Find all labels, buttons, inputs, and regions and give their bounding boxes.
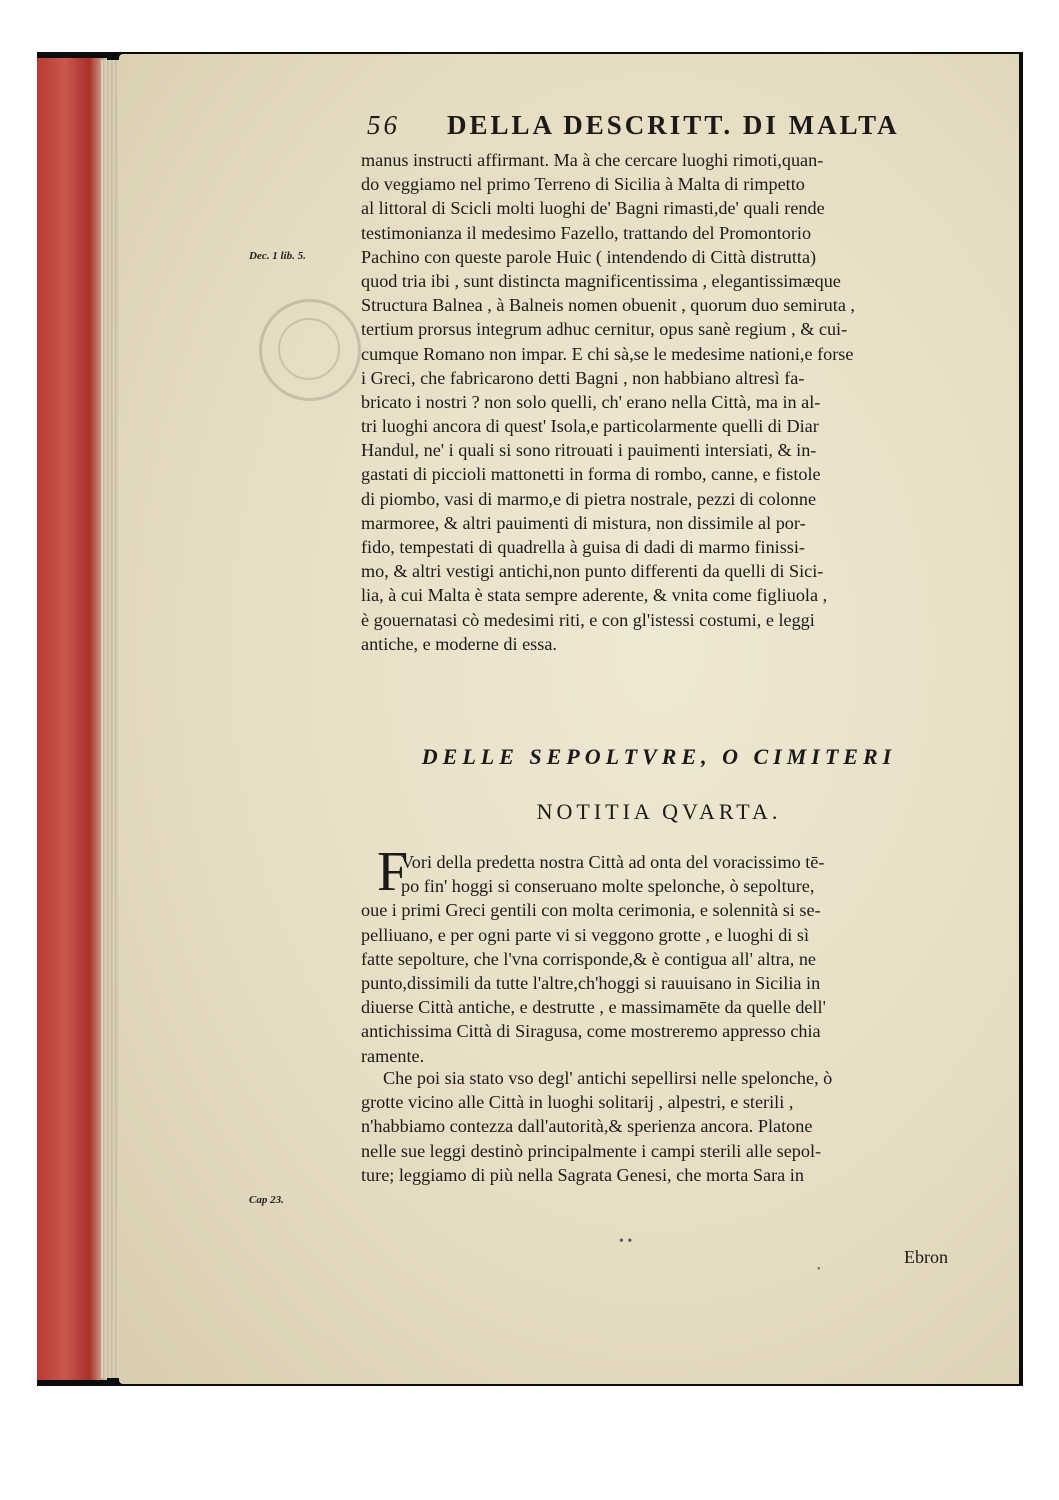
- paragraph-1-line: gastati di piccioli mattonetti in forma di rombo, canne, e fistole: [361, 464, 821, 485]
- running-title: DELLA DESCRITT. DI MALTA: [447, 110, 900, 140]
- paragraph-1-line: quod tria ibi , sunt distincta magnificentissima , elegantissimæque: [361, 270, 841, 291]
- paragraph-2-line: punto,dissimili da tutte l'altre,ch'hoggi si rauuisano in Sicilia in: [361, 972, 821, 993]
- book-cover-edge: [37, 58, 107, 1380]
- paragraph-3-line: grotte vicino alle Città in luoghi solitarij , alpestri, e sterili ,: [361, 1092, 794, 1113]
- paragraph-2: [361, 850, 961, 1068]
- paragraph-1: [361, 148, 961, 656]
- paragraph-1-line: tri luoghi ancora di quest' Isola,e particolarmente quelli di Diar: [361, 416, 819, 437]
- paragraph-1-line: è gouernatasi cò medesimi riti, e con gl'istessi costumi, e leggi: [361, 609, 815, 630]
- paragraph-2-line: ramente.: [361, 1045, 425, 1066]
- paragraph-1-line: marmoree, & altri pauimenti di mistura, non dissimile al por-: [361, 512, 806, 533]
- paragraph-1-line: do veggiamo nel primo Terreno di Sicilia à Malta di rimpetto: [361, 174, 805, 195]
- scan-frame: [37, 52, 1023, 1386]
- section-heading: DELLE SEPOLTVRE, O CIMITERI: [421, 744, 897, 769]
- ornament: • •: [619, 1234, 633, 1249]
- marginal-note-1: Dec. 1 lib. 5.: [249, 250, 306, 262]
- paragraph-2-line: fatte sepolture, che l'vna corrisponde,& è contigua all' altra, ne: [361, 948, 816, 969]
- watermark: [299, 746, 375, 811]
- paragraph-2-line: po fin' hoggi si conseruano molte spelonche, ò sepolture,: [401, 876, 815, 897]
- paragraph-2-line: pelliuano, e per ogni parte vi si veggono grotte , e luoghi di sì: [361, 924, 810, 945]
- page-number: 56: [367, 110, 400, 140]
- paragraph-1-line: antiche, e moderne di essa.: [361, 633, 557, 654]
- catchword: Ebron: [904, 1247, 948, 1267]
- signature-mark: •: [817, 1264, 821, 1275]
- paragraph-2-line: antichissima Città di Siragusa, come mostreremo appresso chia: [361, 1021, 821, 1042]
- paragraph-1-line: di piombo, vasi di marmo,e di pietra nostrale, pezzi di colonne: [361, 488, 817, 509]
- paragraph-3: [361, 1066, 961, 1187]
- paragraph-1-line: manus instructi affirmant. Ma à che cercare luoghi rimoti,quan-: [361, 150, 824, 170]
- paragraph-2-line: Vori della predetta nostra Città ad onta del voracissimo tē-: [401, 852, 825, 872]
- paragraph-1-line: testimonianza il medesimo Fazello, trattando del Promontorio: [361, 222, 812, 243]
- paragraph-1-line: bricato i nostri ? non solo quelli, ch' erano nella Città, ma in al-: [361, 391, 821, 412]
- paragraph-1-line: al littoral di Scicli molti luoghi de' Bagni rimasti,de' quali rende: [361, 198, 825, 219]
- section-subheading: NOTITIA QVARTA.: [536, 799, 782, 824]
- paragraph-3-line: ture; leggiamo di più nella Sagrata Genesi, che morta Sara in: [361, 1164, 804, 1185]
- library-stamp: [259, 299, 361, 401]
- paragraph-1-line: fido, tempestati di quadrella à guisa di dadi di marmo finissi-: [361, 537, 805, 557]
- paragraph-3-line: Che poi sia stato vso degl' antichi sepellirsi nelle spelonche, ò: [383, 1068, 833, 1088]
- drop-cap: F: [377, 841, 409, 903]
- paragraph-1-line: Pachino con queste parole Huic ( intendendo di Città distrutta): [361, 246, 817, 267]
- paragraph-1-line: Handul, ne' i quali si sono ritrouati i pauimenti intersiati, & in-: [361, 440, 817, 461]
- paragraph-3-line: n'habbiamo contezza dall'autorità,& sperienza ancora. Platone: [361, 1116, 813, 1137]
- paragraph-2-line: diuerse Città antiche, e destrutte , e massimamēte da quelle dell': [361, 997, 826, 1018]
- book-page: [119, 54, 1019, 1384]
- paragraph-1-line: i Greci, che fabricarono detti Bagni , non habbiano altresì fa-: [361, 367, 805, 388]
- paragraph-1-line: cumque Romano non impar. E chi sà,se le medesime nationi,e forse: [361, 343, 854, 364]
- paragraph-1-line: tertium prorsus integrum adhuc cernitur, opus sanè regium , & cui-: [361, 319, 848, 340]
- paragraph-2-line: oue i primi Greci gentili con molta cerimonia, e solennità si se-: [361, 900, 821, 921]
- paragraph-3-line: nelle sue leggi destinò principalmente i campi sterili alle sepol-: [361, 1140, 822, 1161]
- paragraph-1-line: Structura Balnea , à Balneis nomen obuenit , quorum duo semiruta ,: [361, 295, 855, 316]
- paragraph-1-line: lia, à cui Malta è stata sempre aderente, & vnita come figliuola ,: [361, 585, 828, 606]
- running-head: [367, 106, 927, 146]
- marginal-note-2: Cap 23.: [249, 1194, 284, 1206]
- paragraph-1-line: mo, & altri vestigi antichi,non punto differenti da quelli di Sici-: [361, 561, 824, 582]
